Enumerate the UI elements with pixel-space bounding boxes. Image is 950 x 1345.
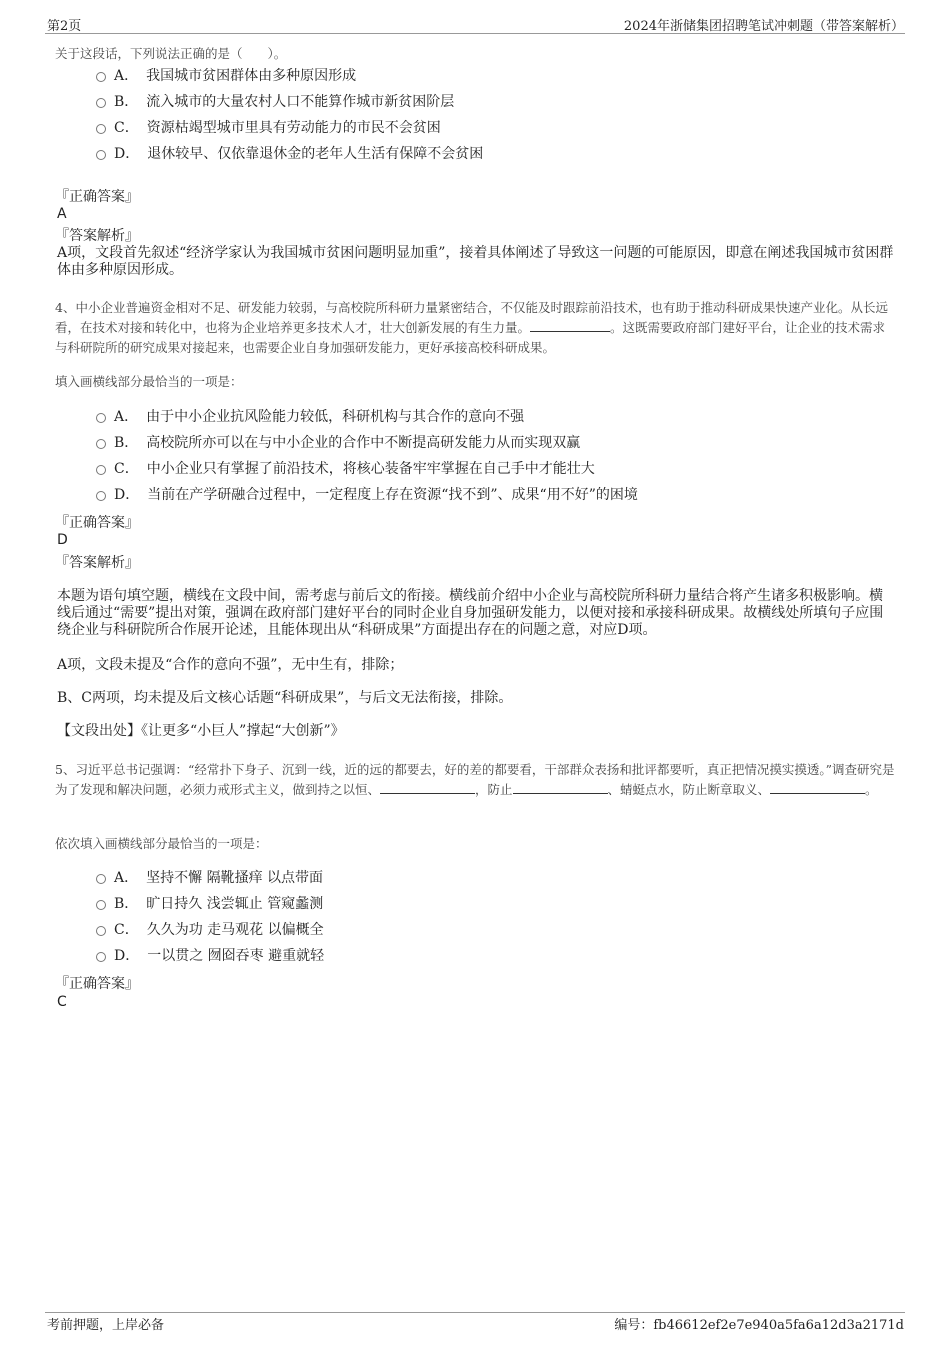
- radio-icon[interactable]: [96, 952, 106, 962]
- q3-answer: A: [57, 206, 67, 222]
- radio-icon[interactable]: [96, 124, 106, 134]
- q4-option-c[interactable]: C． 中小企业只有掌握了前沿技术，将核心装备牢牢掌握在自己手中才能壮大: [96, 458, 595, 480]
- q4-analysis-label: 『答案解析』: [55, 555, 139, 571]
- page-number: 第2页: [47, 19, 82, 34]
- q4-stem: 4、中小企业普遍资金相对不足、研发能力较弱，与高校院所科研力量紧密结合，不仅能及时跟踪前沿技术，也有助于推动科研成果快速产业化。从长远看，在技术对接和转化中，也将为企业培养更多技术人才，壮大创新发展的有生力量。 。这既需要政府部门建好平台，让企业的技术需求与科研院所的研究成果对接起来，也需要企业自身加强研发能力，更好承接高校科研成果。: [55, 300, 888, 355]
- fill-blank: [513, 781, 608, 794]
- q3-option-a[interactable]: A． 我国城市贫困群体由多种原因形成: [96, 65, 356, 87]
- header-divider: [45, 33, 905, 34]
- q5-answer: C: [57, 994, 67, 1010]
- document-id: 编号：fb46612ef2e7e940a5fa6a12d3a2171d: [614, 1318, 904, 1333]
- q4-prompt: 填入画横线部分最恰当的一项是：: [55, 374, 243, 389]
- q5-stem: 5、习近平总书记强调：“经常扑下身子、沉到一线，近的远的都要去，好的差的都要看，干部群众表扬和批评都要听，真正把情况摸实摸透。”调查研究是为了发现和解决问题，必须力戒形式主义，做到持之以恒、 ，防止 、蜻蜓点水，防止断章取义、 。: [55, 762, 895, 797]
- q3-stem: 关于这段话，下列说法正确的是（ ）。: [55, 46, 287, 61]
- q4-analysis-paragraph-3: B、C两项，均未提及后文核心话题“科研成果”，与后文无法衔接，排除。: [57, 690, 513, 706]
- footer-divider: [45, 1312, 905, 1313]
- radio-icon[interactable]: [96, 491, 106, 501]
- q3-analysis: A项，文段首先叙述“经济学家认为我国城市贫困问题明显加重”，接着具体阐述了导致这一问题的可能原因，即意在阐述我国城市贫困群体由多种原因形成。: [57, 245, 894, 278]
- fill-blank: [530, 319, 610, 332]
- q3-answer-label: 『正确答案』: [55, 189, 139, 205]
- radio-icon[interactable]: [96, 413, 106, 423]
- q3-option-b[interactable]: B． 流入城市的大量农村人口不能算作城市新贫困阶层: [96, 91, 454, 113]
- q5-option-a[interactable]: A． 坚持不懈 隔靴搔痒 以点带面: [96, 867, 323, 889]
- q5-option-d[interactable]: D． 一以贯之 囫囵吞枣 避重就轻: [96, 945, 324, 967]
- radio-icon[interactable]: [96, 150, 106, 160]
- q4-analysis-paragraph-2: A项，文段未提及“合作的意向不强”，无中生有，排除；: [57, 657, 404, 673]
- q5-answer-label: 『正确答案』: [55, 976, 139, 992]
- q5-prompt: 依次填入画横线部分最恰当的一项是：: [55, 836, 268, 851]
- radio-icon[interactable]: [96, 874, 106, 884]
- document-title: 2024年浙储集团招聘笔试冲刺题（带答案解析）: [623, 19, 904, 34]
- fill-blank: [770, 781, 865, 794]
- q4-analysis-paragraph-1: 本题为语句填空题，横线在文段中间，需考虑与前后文的衔接。横线前介绍中小企业与高校院所科研力量结合将产生诸多积极影响。横线后通过“需要”提出对策，强调在政府部门建好平台的同时企业自身加强研发能力，以便对接和承接科研成果。故横线处所填句子应围绕企业与科研院所合作展开论述，且能体现出从“科研成果”方面提出存在的问题之意，对应D项。: [57, 588, 884, 638]
- q4-option-a[interactable]: A． 由于中小企业抗风险能力较低，科研机构与其合作的意向不强: [96, 406, 524, 428]
- footer-slogan: 考前押题，上岸必备: [47, 1318, 165, 1333]
- q4-answer: D: [57, 532, 68, 548]
- q5-option-b[interactable]: B． 旷日持久 浅尝辄止 管窥蠡测: [96, 893, 323, 915]
- q3-option-d[interactable]: D． 退休较早、仅依靠退休金的老年人生活有保障不会贫困: [96, 143, 483, 165]
- radio-icon[interactable]: [96, 465, 106, 475]
- radio-icon[interactable]: [96, 900, 106, 910]
- fill-blank: [380, 781, 475, 794]
- q5-option-c[interactable]: C． 久久为功 走马观花 以偏概全: [96, 919, 324, 941]
- radio-icon[interactable]: [96, 72, 106, 82]
- q3-option-c[interactable]: C． 资源枯竭型城市里具有劳动能力的市民不会贫困: [96, 117, 441, 139]
- radio-icon[interactable]: [96, 98, 106, 108]
- q4-option-d[interactable]: D． 当前在产学研融合过程中，一定程度上存在资源“找不到”、成果“用不好”的困境: [96, 484, 638, 506]
- q4-option-b[interactable]: B． 高校院所亦可以在与中小企业的合作中不断提高研发能力从而实现双赢: [96, 432, 580, 454]
- q4-source: 【文段出处】《让更多“小巨人”撑起“大创新”》: [57, 723, 345, 739]
- radio-icon[interactable]: [96, 926, 106, 936]
- q4-answer-label: 『正确答案』: [55, 515, 139, 531]
- q3-analysis-label: 『答案解析』: [55, 228, 139, 244]
- radio-icon[interactable]: [96, 439, 106, 449]
